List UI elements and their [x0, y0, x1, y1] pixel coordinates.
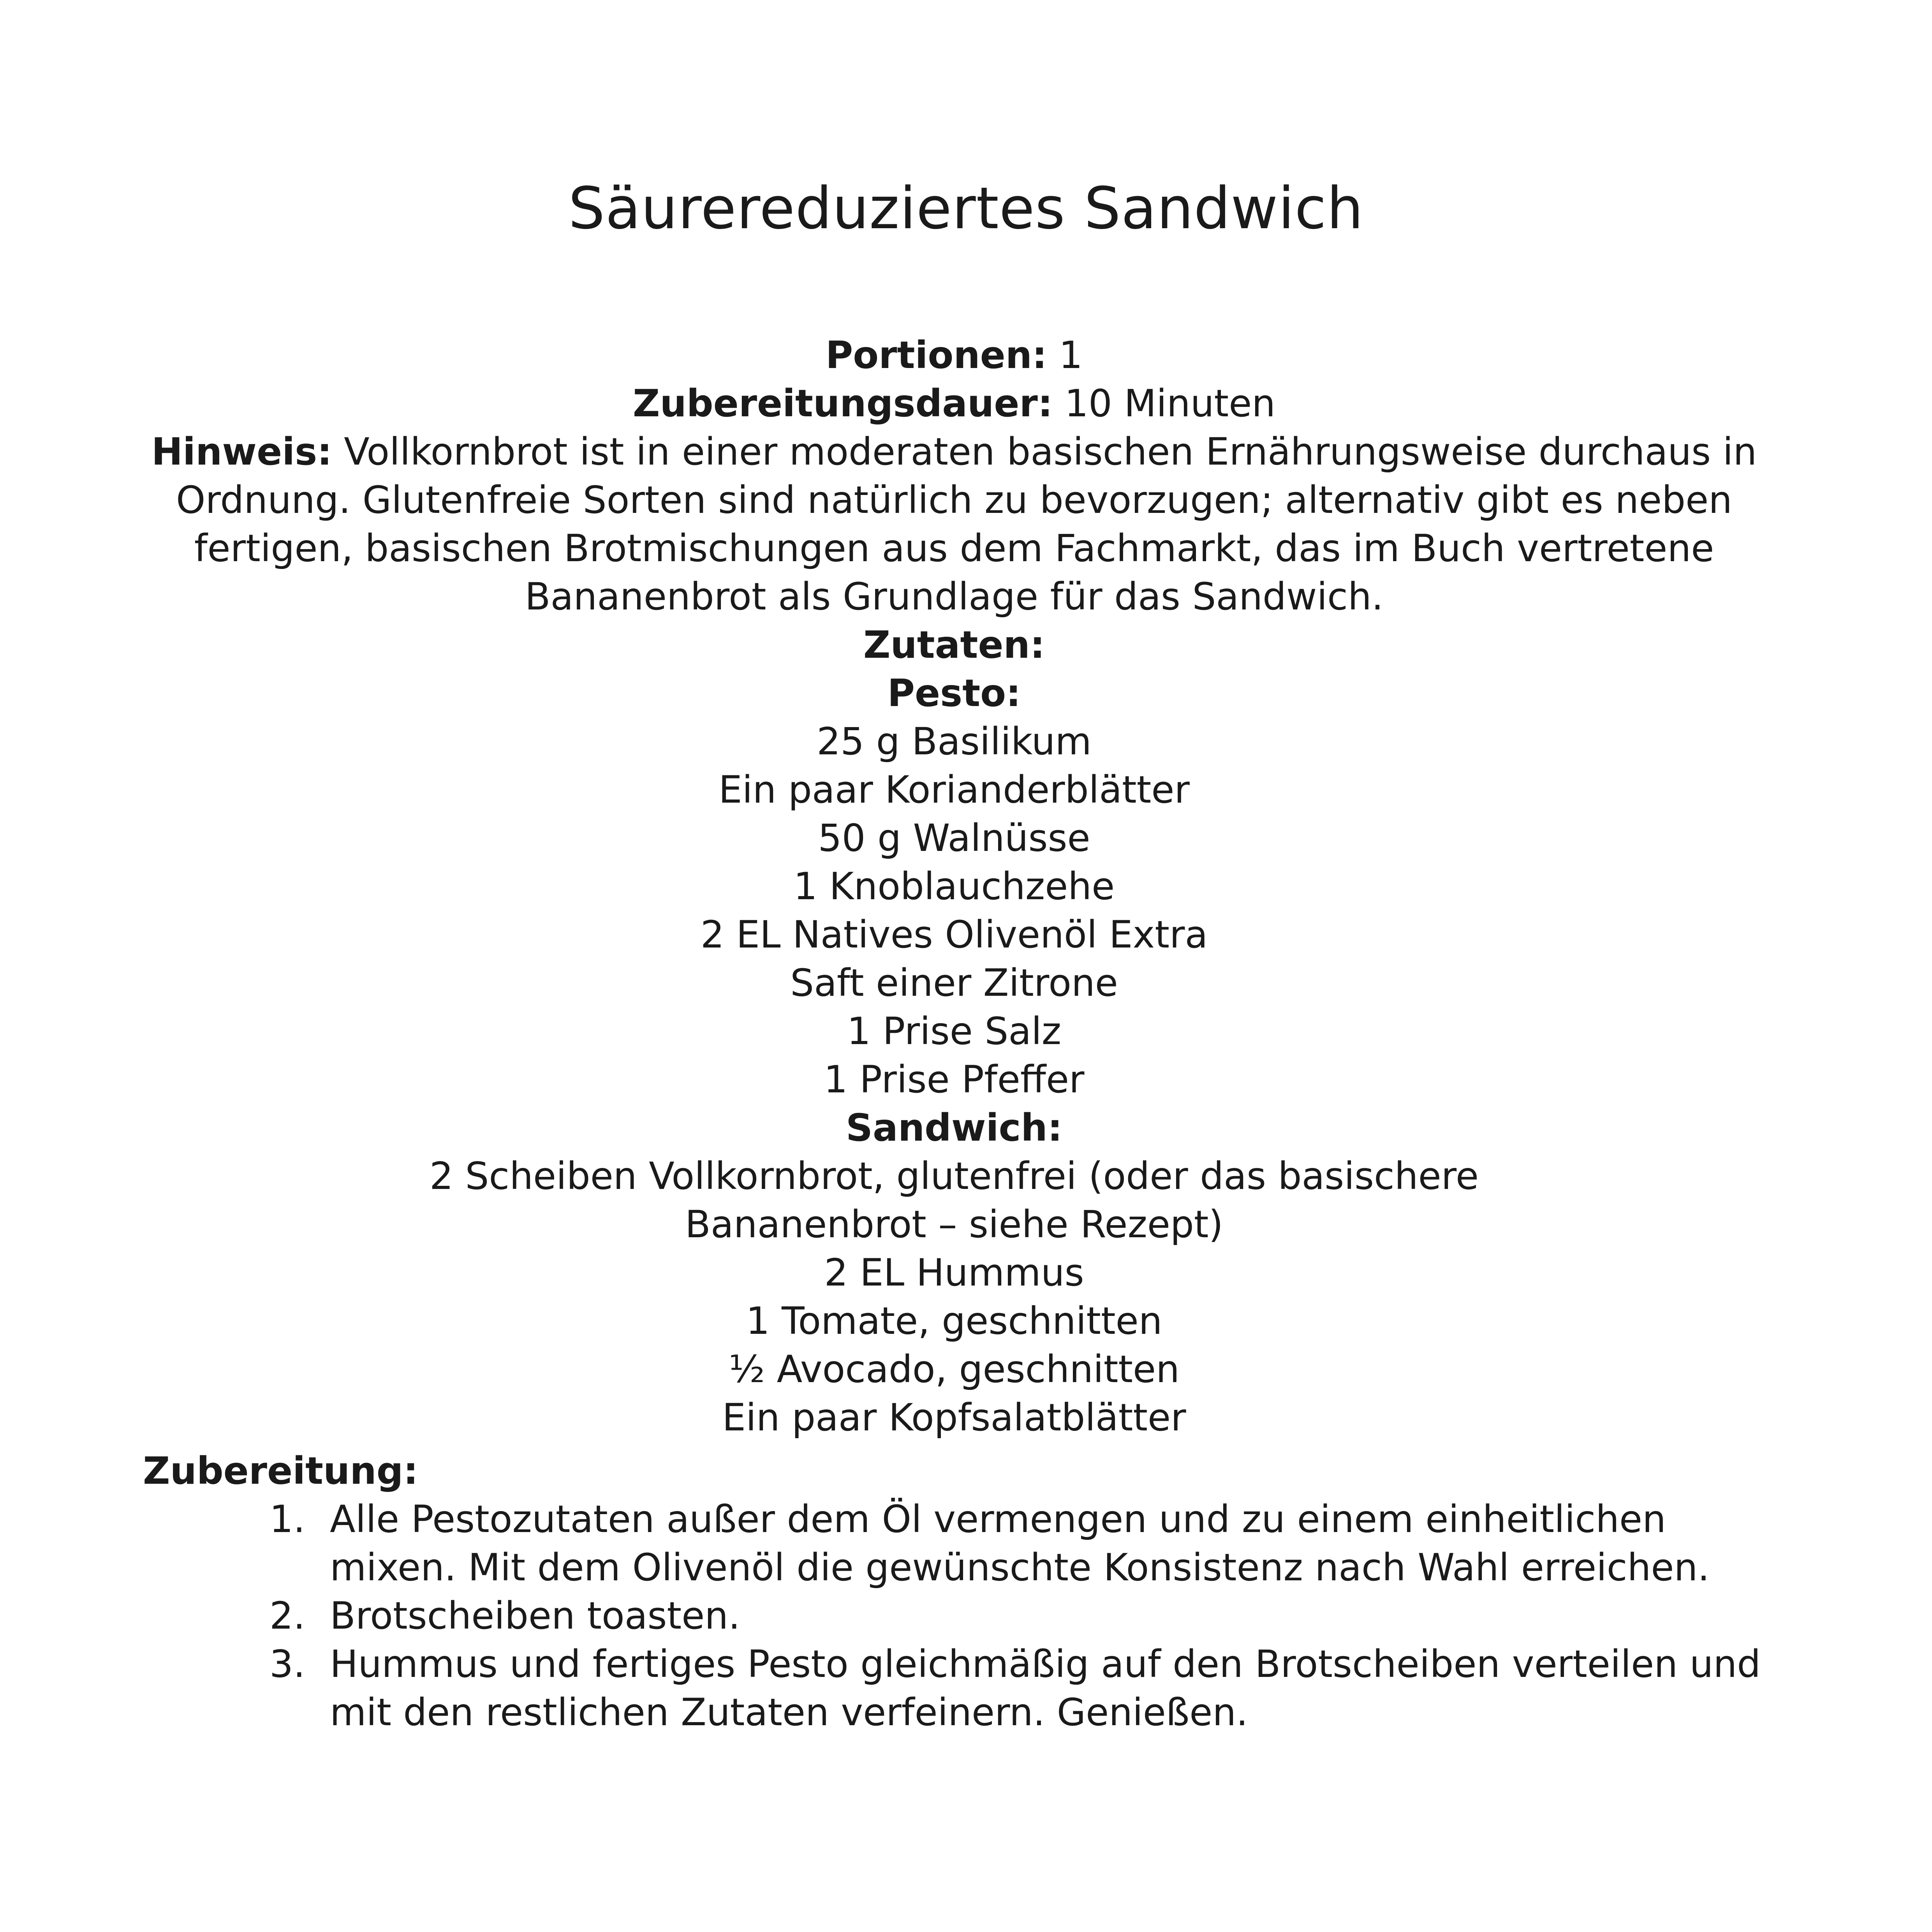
preparation-step [143, 1640, 1786, 1737]
preparation-step [143, 1592, 1786, 1640]
step-text: Alle Pestozutaten außer dem Öl vermengen und zu einem einheitlichen mixen. Mit dem Olivenöl die gewünschte Konsistenz nach Wahl erreichen. [330, 1497, 1710, 1589]
step-number: 3. [269, 1642, 305, 1686]
ingredients-heading: Zutaten: [863, 623, 1045, 667]
preparation-steps [143, 1495, 1786, 1737]
sandwich-ingredient: 2 EL Hummus [824, 1251, 1084, 1294]
sandwich-ingredient: 1 Tomate, geschnitten [746, 1299, 1162, 1343]
step-text: Hummus und fertiges Pesto gleichmäßig auf den Brotscheiben verteilen und mit den restlichen Zutaten verfeinern. Genießen. [330, 1642, 1761, 1734]
servings-line [140, 331, 1768, 379]
sandwich-ingredient: Ein paar Kopfsalatblätter [722, 1396, 1186, 1439]
pesto-ingredient: 2 EL Natives Olivenöl Extra [700, 913, 1208, 956]
preparation-step [143, 1495, 1786, 1592]
servings-label: Portionen: [825, 333, 1047, 377]
pesto-heading: Pesto: [887, 671, 1021, 715]
recipe-info-block [140, 331, 1768, 1442]
preparation-heading: Zubereitung: [143, 1449, 418, 1493]
step-number: 1. [269, 1497, 305, 1541]
note-label: Hinweis: [151, 430, 332, 474]
sandwich-heading: Sandwich: [845, 1106, 1063, 1150]
pesto-ingredient: Saft einer Zitrone [790, 961, 1118, 1005]
sandwich-ingredient: ½ Avocado, geschnitten [729, 1347, 1180, 1391]
duration-value: 10 Minuten [1053, 382, 1276, 425]
duration-label: Zubereitungsdauer: [632, 382, 1053, 425]
pesto-ingredient: 1 Knoblauchzehe [793, 865, 1115, 908]
step-text: Brotscheiben toasten. [330, 1594, 740, 1638]
pesto-ingredient: 1 Prise Salz [847, 1009, 1062, 1053]
duration-line [140, 379, 1768, 428]
page-title: Säurereduziertes Sandwich [568, 175, 1364, 242]
pesto-ingredient: 1 Prise Pfeffer [824, 1058, 1085, 1101]
note-paragraph [140, 428, 1768, 621]
servings-value: 1 [1047, 333, 1083, 377]
pesto-ingredient: 50 g Walnüsse [818, 816, 1090, 860]
pesto-ingredient: Ein paar Korianderblätter [719, 768, 1190, 812]
pesto-ingredient: 25 g Basilikum [817, 720, 1092, 763]
preparation-section [143, 1447, 1786, 1737]
step-number: 2. [269, 1594, 305, 1638]
sandwich-ingredient: 2 Scheiben Vollkornbrot, glutenfrei (oder das basischere Bananenbrot – siehe Rezept) [429, 1154, 1479, 1246]
note-text: Vollkornbrot ist in einer moderaten basischen Ernährungsweise durchaus in Ordnung. Glutenfreie Sorten sind natürlich zu bevorzugen; alternativ gibt es neben fertigen, basischen Brotmischungen aus dem Fachmarkt, das im Buch vertretene Bananenbrot als Grundlage für das Sandwich. [176, 430, 1757, 618]
